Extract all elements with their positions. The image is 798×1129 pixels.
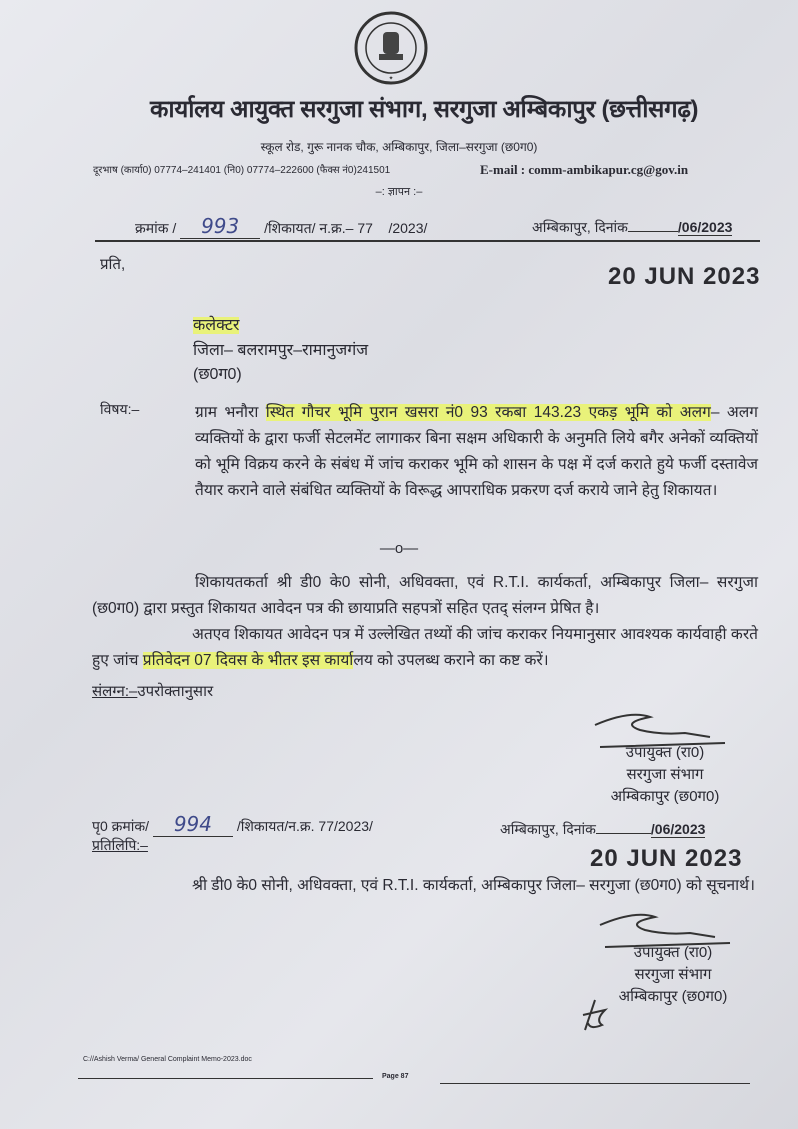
signature-1-block [590, 742, 740, 808]
copy-text: श्री डी0 के0 सोनी, अधिवक्ता, एवं R.T.I. कार्यकर्ता, अम्बिकापुर जिला– सरगुजा (छ0ग0) को सूचनार्थ। [192, 877, 755, 894]
copy-date: /06/2023 [650, 821, 706, 837]
addressee [193, 313, 239, 335]
footer-line-right [440, 1083, 750, 1084]
copy-place-date-label: अम्बिकापुर, दिनांक [500, 821, 596, 837]
enclosure [92, 681, 213, 701]
ref-place-date [532, 218, 732, 237]
copy-reference-line [92, 812, 373, 837]
enclosure-label: संलग्न:– [92, 683, 138, 700]
ref-suffix: /शिकायत/ न.क्र.– 77 /2023/ [264, 220, 428, 236]
copy-prefix: पृ0 क्रमांक/ [92, 818, 150, 834]
signature-1-designation: उपायुक्त (रा0) [625, 744, 705, 761]
para2-highlight: प्रतिवेदन 07 दिवस के भीतर इस कार्या [142, 652, 354, 669]
footer-file-path: C://Ashish Verma/ General Complaint Memo-2023.doc [83, 1056, 252, 1063]
header-divider [95, 240, 760, 242]
body-paragraph-2 [92, 622, 758, 674]
ref-prefix: क्रमांक / [135, 220, 177, 236]
copy-place-date [500, 820, 705, 839]
subject-text [195, 400, 758, 504]
office-title: कार्यालय आयुक्त सरगुजा संभाग, सरगुजा अम्बिकापुर (छत्तीसगढ़) [150, 96, 699, 123]
place-date-label: अम्बिकापुर, दिनांक [532, 219, 628, 235]
footer-page-number: Page 87 [382, 1073, 409, 1080]
copy-suffix: /शिकायत/न.क्र. 77/2023/ [236, 818, 373, 834]
signature-2-division: सरगुजा संभाग [634, 966, 712, 983]
subject-rest: – अलग व्यक्तियों के द्वारा फर्जी सेटलमेंट लागाकर बिना सक्षम अधिकारी के अनुमति लिये बगैर अनेकों व्यक्तियों को भूमि विक्रय करने के संबंध में जांच कराकर भूमि को शासन के पक्ष में दर्ज कराते हुये फर्जी दस्तावेज तैयार कराने वाले संबंधित व्यक्तियों के विरूद्ध आपराधिक प्रकरण दर्ज कराये जाने हेतु शिकायत। [195, 404, 758, 499]
signature-2-place: अम्बिकापुर (छ0ग0) [618, 988, 728, 1005]
copy-date-blank [596, 833, 651, 834]
copy-stamp-date: 20 JUN 2023 [590, 845, 743, 872]
initials-scribble [580, 995, 610, 1035]
subject-highlight: स्थित गौचर भूमि पुरान खसरा नं0 93 रकबा 143.23 एकड़ भूमि को अलग [265, 404, 711, 421]
emblem-seal [353, 10, 429, 86]
signature-1-place: अम्बिकापुर (छ0ग0) [610, 788, 720, 805]
memo-label: –: ज्ञापन :– [375, 186, 423, 198]
reference-line [135, 214, 427, 239]
enclosure-value: उपरोक्तानुसार [137, 683, 214, 700]
date-blank [628, 231, 678, 232]
ref-date: /06/2023 [677, 219, 733, 235]
para2-post: लय को उपलब्ध कराने का कष्ट करें। [353, 652, 549, 669]
to-label: प्रति, [100, 256, 126, 273]
copy-label: प्रतिलिपि:– [92, 837, 148, 853]
national-emblem-icon [353, 10, 429, 86]
signature-2-designation: उपायुक्त (रा0) [633, 944, 713, 961]
addressee-state: (छ0ग0) [193, 366, 242, 383]
subject-label: विषय:– [100, 401, 140, 417]
footer-line-left [78, 1078, 373, 1079]
signature-1-division: सरगुजा संभाग [626, 766, 704, 783]
svg-text:✦: ✦ [388, 76, 394, 82]
copy-number: 994 [153, 812, 233, 837]
addressee-district: जिला– बलरामपुर–रामानुजगंज [193, 342, 369, 359]
office-email: E-mail : comm-ambikapur.cg@gov.in [480, 162, 689, 177]
signature-2-block [598, 942, 748, 1008]
ref-number: 993 [180, 214, 260, 239]
office-address: स्कूल रोड, गुरू नानक चौक, अम्बिकापुर, जिला–सरगुजा (छ0ग0) [260, 140, 538, 154]
office-phone: दूरभाष (कार्या0) 07774–241401 (नि0) 07774–222600 (फैक्स नं0)241501 [93, 165, 391, 176]
section-divider: —o— [379, 540, 419, 557]
received-stamp-date: 20 JUN 2023 [608, 263, 761, 290]
subject-pre: ग्राम भनौरा [195, 404, 266, 421]
body-paragraph-1: शिकायतकर्ता श्री डी0 के0 सोनी, अधिवक्ता, एवं R.T.I. कार्यकर्ता, अम्बिकापुर जिला– सरगुजा (छ0ग0) द्वारा प्रस्तुत शिकायत आवेदन पत्र की छायाप्रति सहपत्रों सहित एतद् संलग्न प्रेषित है। [92, 574, 758, 617]
addressee-title: कलेक्टर [193, 317, 240, 334]
para2-pre: अतएव शिकायत आवेदन पत्र में उल्लेखित तथ्यों की जांच कराकर नियमानुसार आवश्यक कार्यवाही करते हुए जांच [92, 626, 758, 669]
